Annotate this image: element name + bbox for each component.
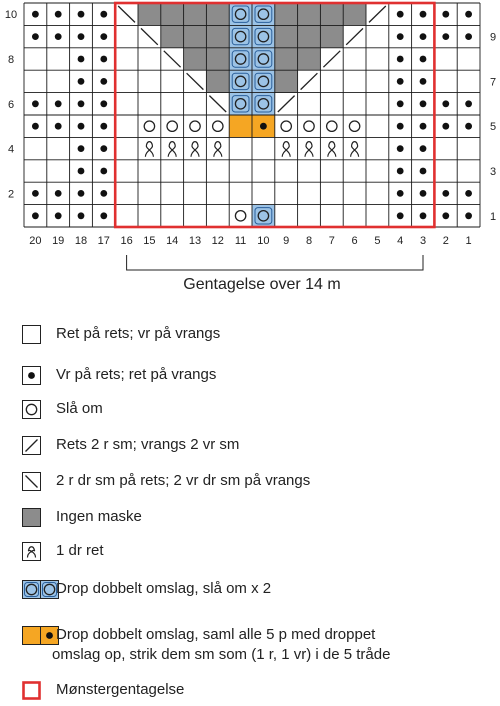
column-label: 3: [419, 235, 427, 247]
row-label: 10: [4, 9, 18, 22]
ssk-mark: [118, 6, 135, 22]
no-stitch-cell: [206, 70, 229, 92]
purl-dot: [442, 33, 449, 40]
column-label: 16: [120, 235, 133, 247]
no-stitch-cell: [275, 3, 298, 25]
purl-dot: [78, 145, 85, 152]
k2tog-mark: [278, 96, 295, 112]
no-stitch-cell: [275, 70, 298, 92]
purl-dot: [442, 190, 449, 197]
purl-dot: [100, 123, 107, 130]
legend-label: Rets 2 r sm; vrangs 2 vr sm: [56, 436, 240, 453]
row-label: 4: [7, 143, 15, 156]
row-label: 6: [7, 98, 15, 111]
purl-dot: [55, 123, 62, 130]
column-label: 8: [305, 235, 313, 247]
no-stitch-cell: [298, 25, 321, 47]
purl-dot: [78, 100, 85, 107]
no-stitch-cell: [184, 25, 207, 47]
purl-dot: [78, 190, 85, 197]
legend-label: Ingen maske: [56, 508, 142, 525]
column-label: 2: [442, 235, 449, 247]
yo-icon: [22, 400, 43, 421]
purl-dot: [420, 11, 427, 18]
no-stitch-cell: [161, 3, 184, 25]
legend-label: Drop dobbelt omslag, slå om x 2: [56, 580, 272, 597]
k2tog-mark: [323, 51, 340, 67]
yo-circle: [144, 121, 154, 131]
purl-dot: [420, 190, 427, 197]
repeat-icon: [22, 681, 43, 702]
no-stitch-icon: [22, 508, 43, 529]
column-label: 5: [374, 235, 381, 247]
no-stitch-cell: [206, 48, 229, 70]
repeat-bracket: [127, 255, 423, 270]
ssk-mark: [187, 73, 204, 89]
dot-icon: [22, 366, 43, 387]
purl-dot: [100, 33, 107, 40]
twisted-stitch: [351, 142, 359, 157]
yo-circle: [349, 121, 359, 131]
column-label: 19: [52, 235, 65, 247]
purl-dot: [465, 212, 472, 219]
yo-circle: [327, 121, 337, 131]
purl-dot: [397, 123, 404, 130]
row-label: 2: [7, 188, 15, 201]
purl-dot: [465, 100, 472, 107]
purl-dot: [397, 100, 404, 107]
column-label: 9: [283, 235, 290, 247]
column-label: 4: [397, 235, 404, 247]
no-stitch-cell: [184, 48, 207, 70]
ssk-icon: [22, 472, 43, 493]
purl-dot: [78, 56, 85, 63]
purl-dot: [55, 212, 62, 219]
blank-icon: [22, 325, 43, 346]
chart-grid: [24, 3, 480, 227]
purl-dot: [32, 212, 39, 219]
purl-dot: [100, 190, 107, 197]
gather-cell: [229, 115, 252, 137]
twisted-stitch: [328, 142, 336, 157]
column-label: 12: [211, 235, 224, 247]
purl-dot: [420, 212, 427, 219]
repeat-caption: Gentagelse over 14 m: [183, 276, 341, 293]
ssk-mark: [164, 51, 181, 67]
purl-dot: [78, 78, 85, 85]
purl-dot: [55, 190, 62, 197]
legend-label: 1 dr ret: [56, 542, 104, 559]
purl-dot: [55, 11, 62, 18]
purl-dot: [100, 11, 107, 18]
column-label: 18: [74, 235, 88, 247]
purl-dot: [32, 190, 39, 197]
no-stitch-cell: [298, 48, 321, 70]
purl-dot: [32, 123, 39, 130]
twisted-stitch: [282, 142, 290, 157]
row-label: 3: [489, 166, 497, 178]
yo-circle: [304, 121, 314, 131]
column-label: 17: [97, 235, 110, 247]
twisted-stitch: [191, 142, 199, 157]
purl-dot: [420, 100, 427, 107]
purl-dot: [442, 100, 449, 107]
no-stitch-cell: [138, 3, 161, 25]
purl-dot: [78, 33, 85, 40]
purl-dot: [78, 212, 85, 219]
purl-dot: [55, 100, 62, 107]
row-label: 1: [489, 210, 497, 223]
purl-dot: [397, 56, 404, 63]
k2tog-mark: [301, 73, 318, 89]
purl-dot: [420, 56, 427, 63]
ssk-mark: [209, 96, 226, 112]
twisted-stitch: [168, 142, 176, 157]
purl-dot: [442, 212, 449, 219]
no-stitch-cell: [275, 25, 298, 47]
purl-dot: [465, 123, 472, 130]
k2tog-mark: [346, 28, 363, 44]
no-stitch-cell: [320, 3, 343, 25]
purl-dot: [78, 11, 85, 18]
legend-label: Slå om: [56, 400, 103, 417]
no-stitch-cell: [320, 25, 343, 47]
purl-dot: [397, 145, 404, 152]
no-stitch-cell: [298, 3, 321, 25]
purl-dot: [397, 33, 404, 40]
purl-dot: [78, 168, 85, 175]
purl-dot: [397, 212, 404, 219]
column-label: 6: [351, 235, 358, 247]
purl-dot: [32, 100, 39, 107]
no-stitch-cell: [206, 25, 229, 47]
twisted-icon: [22, 542, 43, 563]
purl-dot: [420, 168, 427, 175]
column-label: 1: [465, 235, 472, 247]
purl-dot: [100, 56, 107, 63]
no-stitch-cell: [184, 3, 207, 25]
legend-label: 2 r dr sm på rets; 2 vr dr sm på vrangs: [56, 472, 311, 489]
purl-dot: [420, 145, 427, 152]
column-label: 11: [234, 235, 247, 247]
purl-dot: [420, 33, 427, 40]
purl-dot: [397, 78, 404, 85]
column-label: 13: [188, 235, 202, 247]
yo-circle: [213, 121, 223, 131]
ssk-mark: [141, 28, 158, 44]
purl-dot: [465, 11, 472, 18]
row-label: 7: [489, 76, 497, 89]
k2tog-mark: [369, 6, 386, 22]
k2tog-icon: [22, 436, 43, 457]
purl-dot: [55, 33, 62, 40]
purl-dot: [442, 123, 449, 130]
legend-label: Drop dobbelt omslag, saml alle 5 p med droppet: [56, 626, 376, 643]
purl-dot: [100, 100, 107, 107]
twisted-stitch: [145, 142, 153, 157]
purl-dot: [100, 212, 107, 219]
no-stitch-cell: [161, 25, 184, 47]
purl-dot: [100, 145, 107, 152]
twisted-stitch: [214, 142, 222, 157]
purl-dot: [397, 11, 404, 18]
column-label: 15: [143, 235, 156, 247]
purl-dot: [32, 33, 39, 40]
gather-dot: [260, 123, 267, 130]
purl-dot: [397, 190, 404, 197]
column-label: 10: [257, 235, 270, 247]
purl-dot: [420, 123, 427, 130]
purl-dot: [442, 11, 449, 18]
purl-dot: [100, 168, 107, 175]
no-stitch-cell: [343, 3, 366, 25]
row-label: 9: [489, 31, 497, 44]
purl-dot: [465, 190, 472, 197]
legend-label-line2: omslag op, strik dem sm som (1 r, 1 vr) i de 5 tråde: [52, 646, 391, 663]
row-label: 8: [7, 54, 15, 66]
purl-dot: [397, 168, 404, 175]
legend-label: Mønstergentagelse: [56, 681, 185, 698]
purl-dot: [32, 11, 39, 18]
yo-circle: [281, 121, 291, 131]
legend-label: Vr på rets; ret på vrangs: [56, 366, 217, 383]
yo-circle: [167, 121, 177, 131]
twisted-stitch: [305, 142, 313, 157]
purl-dot: [100, 78, 107, 85]
yo-circle: [190, 121, 200, 131]
column-label: 7: [328, 235, 335, 247]
purl-dot: [420, 78, 427, 85]
purl-dot: [78, 123, 85, 130]
purl-dot: [465, 33, 472, 40]
no-stitch-cell: [275, 48, 298, 70]
yo-circle: [235, 211, 245, 221]
no-stitch-cell: [206, 3, 229, 25]
column-label: 14: [166, 235, 179, 247]
legend-label: Ret på rets; vr på vrangs: [56, 325, 221, 342]
column-label: 20: [29, 235, 42, 247]
row-label: 5: [489, 121, 497, 134]
